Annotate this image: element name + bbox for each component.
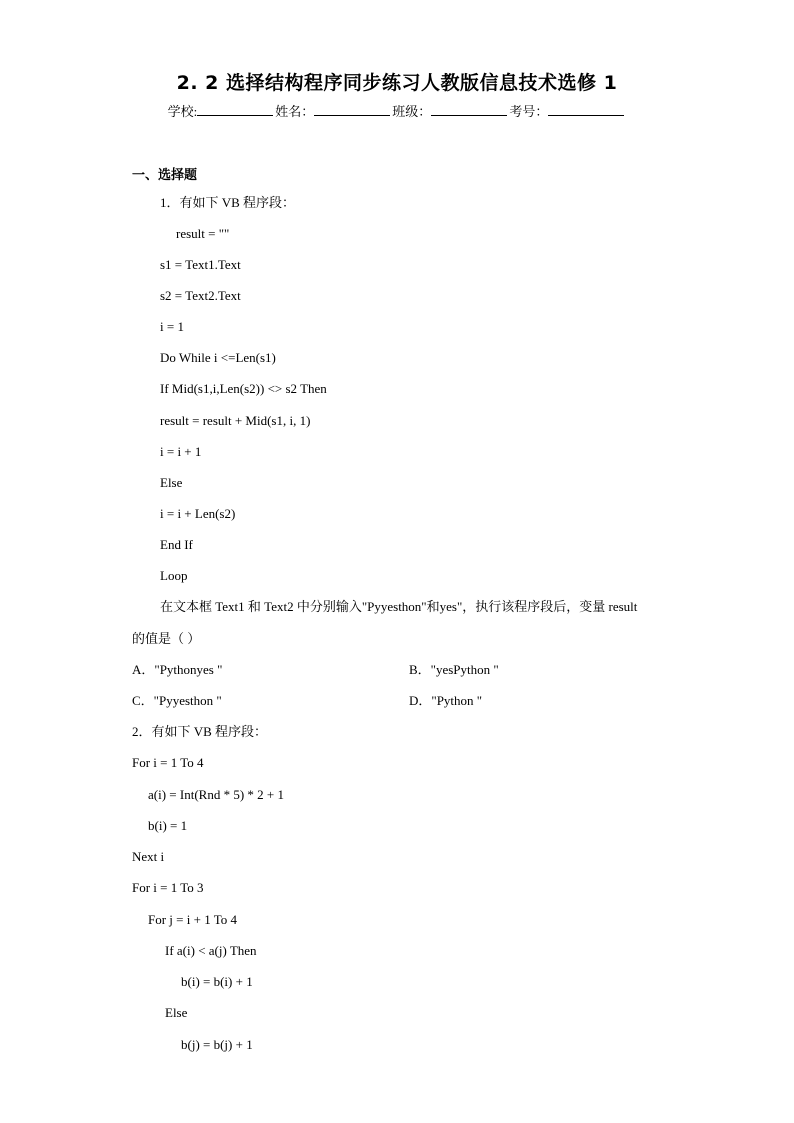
page-title: 2. 2 选择结构程序同步练习人教版信息技术选修 1 — [176, 72, 618, 94]
class-blank[interactable] — [431, 103, 507, 116]
name-blank[interactable] — [314, 103, 390, 116]
q1-stem: 1．有如下 VB 程序段： — [160, 195, 296, 210]
q2-code-line: Next i — [132, 849, 165, 864]
q1-code-line: result = result + Mid(s1, i, 1) — [160, 413, 311, 428]
school-label: 学校: — [167, 104, 198, 119]
q1-code-line: Else — [160, 475, 183, 490]
q1-code-line: Loop — [160, 568, 188, 583]
q2-code-line: For i = 1 To 3 — [132, 880, 204, 895]
q1-option-c[interactable]: C．"Pyyesthon " — [132, 693, 222, 708]
q2-stem: 2．有如下 VB 程序段： — [132, 724, 268, 739]
q2-code-line: If a(i) < a(j) Then — [165, 943, 257, 958]
q1-option-d[interactable]: D．"Python " — [409, 693, 483, 708]
q1-question-text: 在文本框 Text1 和 Text2 中分别输入"Pyyesthon"和yes"，执行该程序段后，变量 result — [160, 599, 638, 614]
class-label: 班级： — [392, 104, 432, 119]
q1-question-text-cont: 的值是（ ） — [132, 631, 201, 646]
q1-code-line: i = i + Len(s2) — [160, 506, 236, 521]
q1-code-line: s1 = Text1.Text — [160, 257, 241, 272]
q2-code-line: For j = i + 1 To 4 — [148, 912, 237, 927]
section-title: 一、选择题 — [132, 168, 198, 183]
q1-code-line: i = 1 — [160, 319, 184, 334]
q1-option-b[interactable]: B．"yesPython " — [409, 662, 499, 677]
school-blank[interactable] — [197, 103, 273, 116]
q1-code-line: i = i + 1 — [160, 444, 202, 459]
name-label: 姓名： — [275, 104, 315, 119]
q2-code-line: Else — [165, 1005, 188, 1020]
q2-code-line: a(i) = Int(Rnd * 5) * 2 + 1 — [148, 787, 284, 802]
number-label: 考号： — [509, 104, 549, 119]
q1-code-line: s2 = Text2.Text — [160, 288, 241, 303]
number-blank[interactable] — [548, 103, 624, 116]
q1-code-line: End If — [160, 537, 193, 552]
q2-code-line: b(i) = 1 — [148, 818, 188, 833]
q2-code-line: For i = 1 To 4 — [132, 755, 204, 770]
q2-code-line: b(j) = b(j) + 1 — [181, 1037, 253, 1052]
q1-code-line: If Mid(s1,i,Len(s2)) <> s2 Then — [160, 381, 327, 396]
q2-code-line: b(i) = b(i) + 1 — [181, 974, 253, 989]
q1-code-line: Do While i <=Len(s1) — [160, 350, 276, 365]
q1-option-a[interactable]: A．"Pythonyes " — [132, 662, 223, 677]
q1-code-line: result = "" — [176, 226, 230, 241]
student-info-row — [0, 101, 794, 120]
